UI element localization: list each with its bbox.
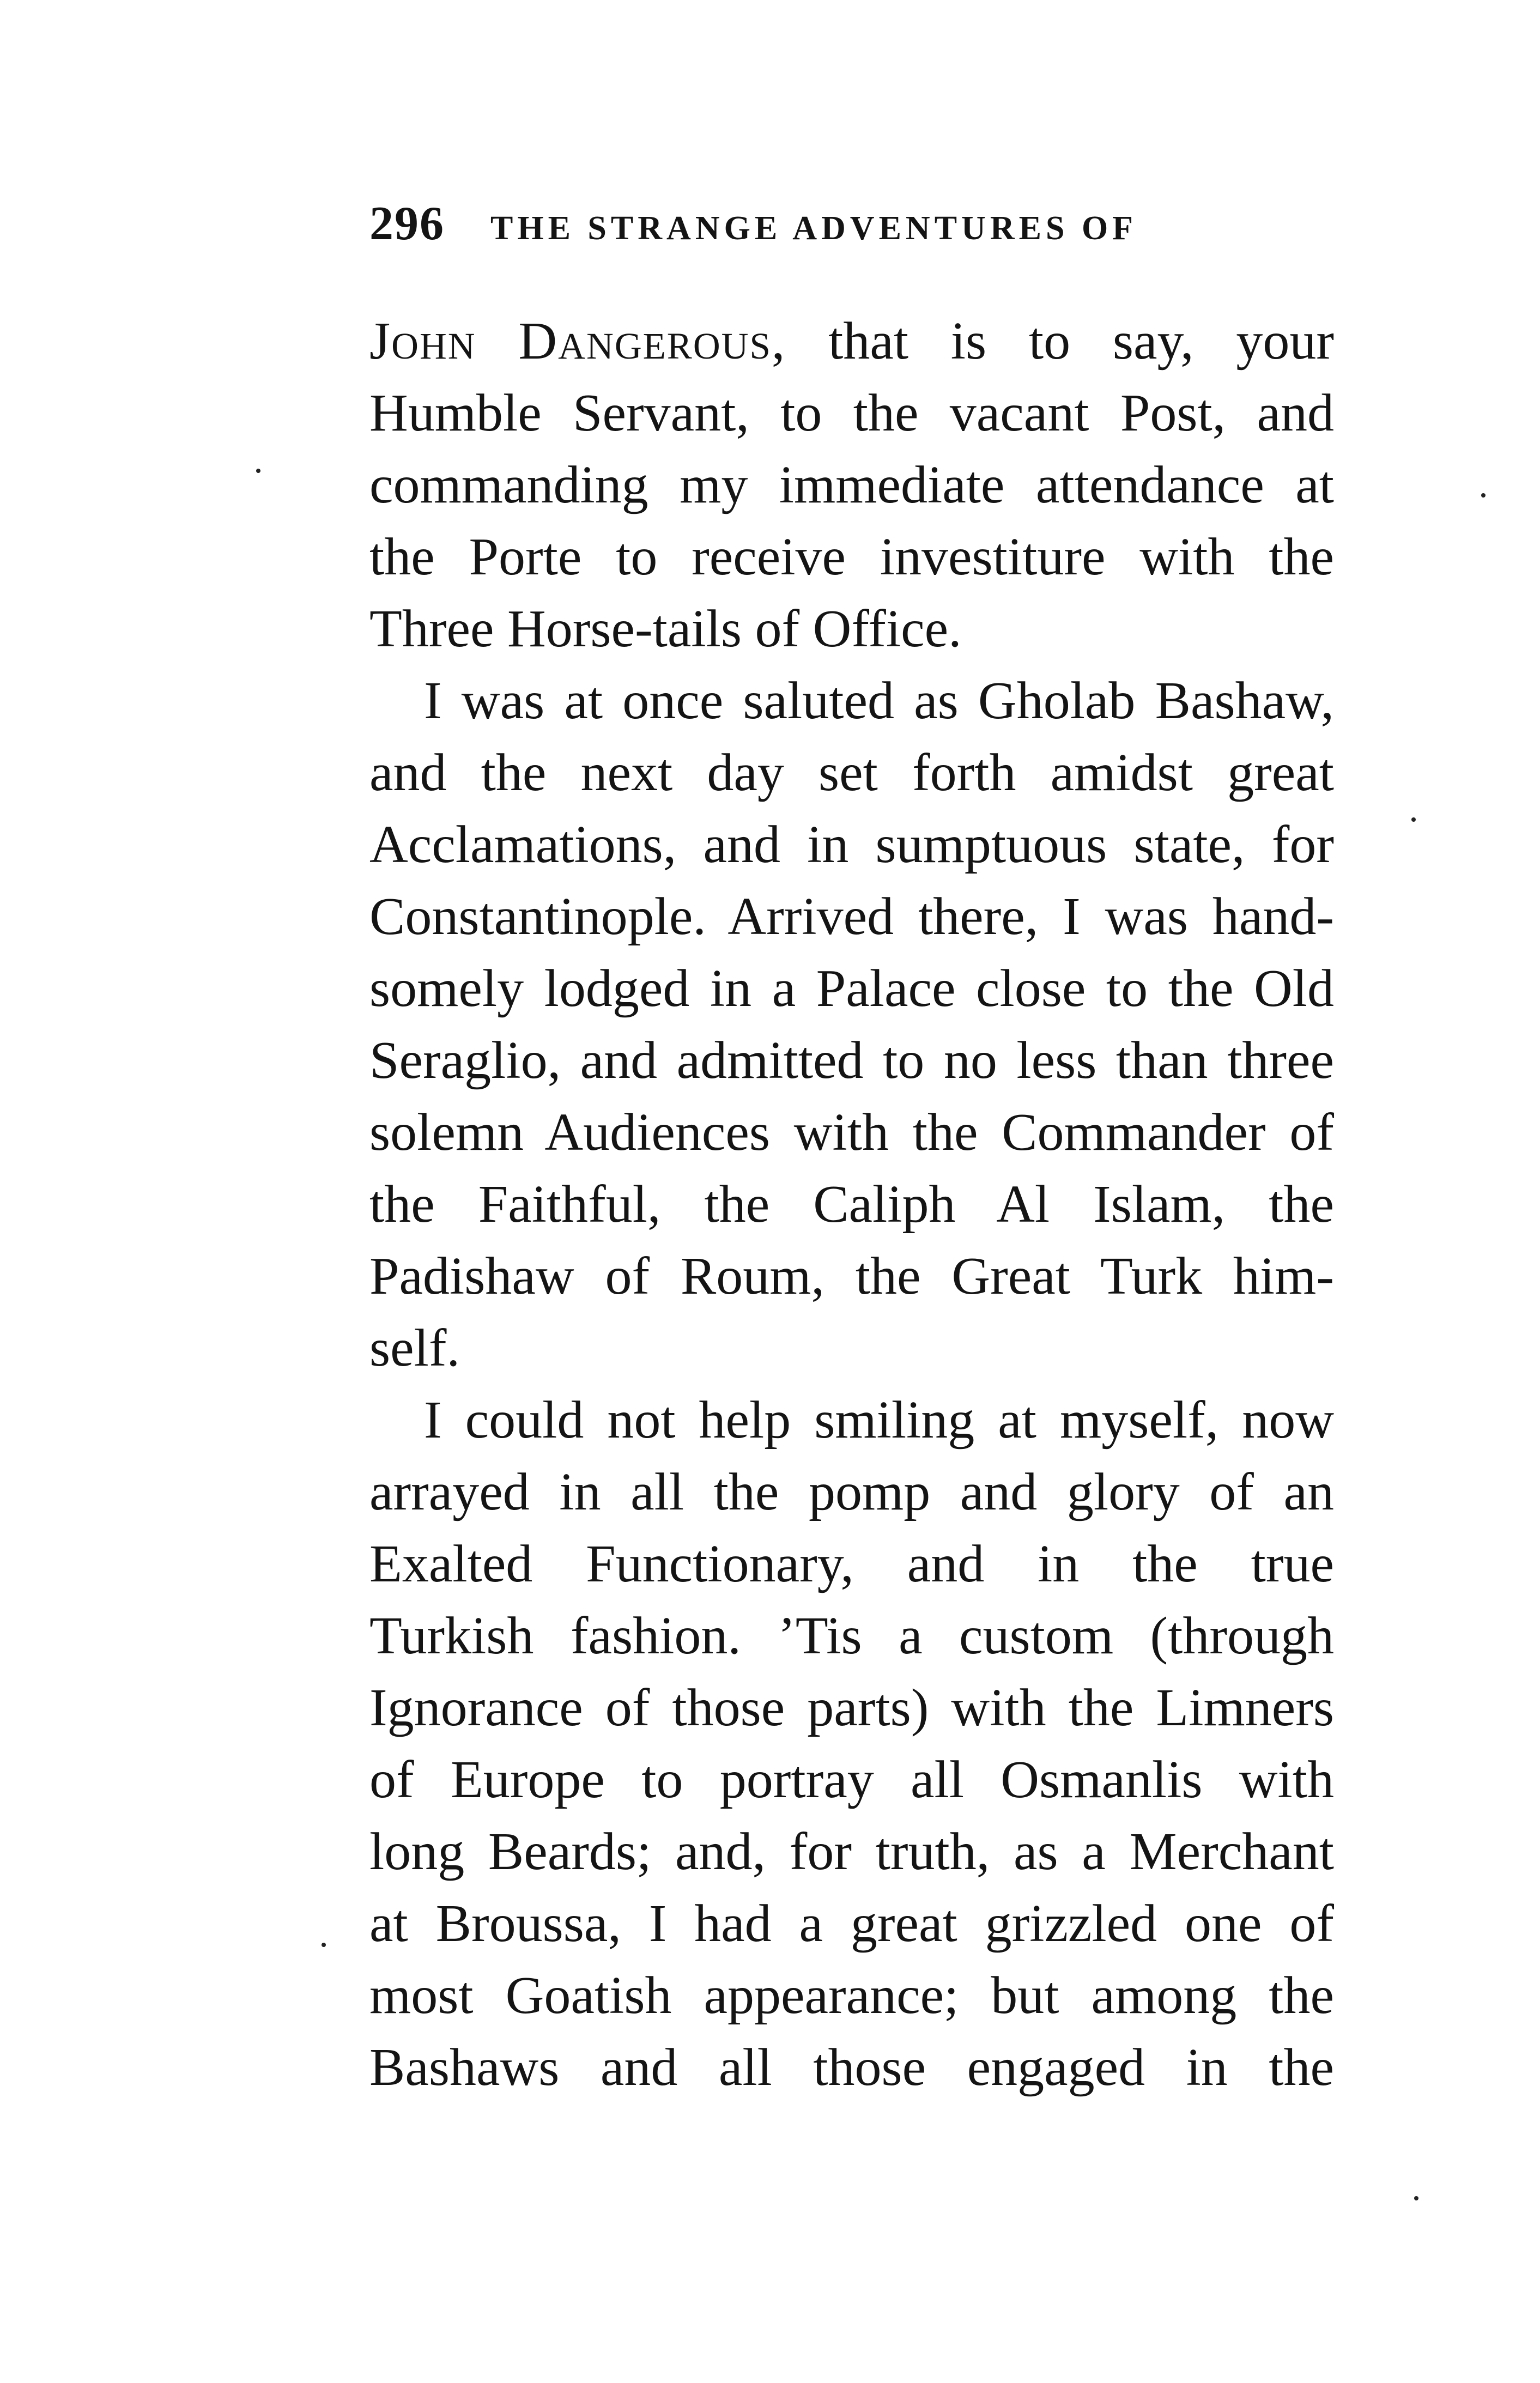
body-text bbox=[369, 305, 1334, 2103]
text-line-21: of Europe to portray all Osmanlis with bbox=[369, 1750, 1334, 1809]
print-speck bbox=[322, 1943, 326, 1947]
running-head-title: THE STRANGE ADVENTURES OF bbox=[490, 210, 1138, 247]
text-line-23: at Broussa, I had a great grizzled one of bbox=[369, 1894, 1334, 1953]
text-line-18: Exalted Functionary, and in the true bbox=[369, 1535, 1334, 1593]
print-speck bbox=[1414, 2196, 1418, 2200]
text-line-24: most Goatish appearance; but among the bbox=[369, 1966, 1334, 2025]
text-line-6: I was at once saluted as Gholab Bashaw, bbox=[424, 671, 1334, 730]
text-line-19: Turkish fashion. ’Tis a custom (through bbox=[369, 1606, 1334, 1665]
text-line-1 bbox=[369, 305, 1334, 377]
text-line-25: Bashaws and all those engaged in the bbox=[369, 2038, 1334, 2097]
text-line-20: Ignorance of those parts) with the Limners bbox=[369, 1678, 1334, 1737]
print-speck bbox=[1411, 817, 1416, 822]
text-line-15: self. bbox=[369, 1319, 460, 1378]
text-line-10: somely lodged in a Palace close to the Old bbox=[369, 959, 1334, 1018]
line-1-rest: that is to say, your bbox=[786, 312, 1335, 371]
text-line-16: I could not help smiling at myself, now bbox=[424, 1391, 1334, 1450]
print-speck bbox=[256, 469, 260, 473]
print-speck bbox=[1481, 493, 1486, 498]
name-last: Dangerous, bbox=[518, 312, 786, 371]
text-line-12: solemn Audiences with the Commander of bbox=[369, 1103, 1334, 1162]
text-line-11: Seraglio, and admitted to no less than three bbox=[369, 1031, 1334, 1090]
text-line-17: arrayed in all the pomp and glory of an bbox=[369, 1463, 1334, 1521]
text-line-3: commanding my immediate attendance at bbox=[369, 456, 1334, 514]
text-line-13: the Faithful, the Caliph Al Islam, the bbox=[369, 1175, 1334, 1234]
name-first: John bbox=[369, 312, 476, 371]
text-line-22: long Beards; and, for truth, as a Merchant bbox=[369, 1822, 1334, 1881]
text-line-14: Padishaw of Roum, the Great Turk him- bbox=[369, 1247, 1334, 1306]
text-line-4: the Porte to receive investiture with the bbox=[369, 527, 1334, 586]
text-line-8: Acclamations, and in sumptuous state, for bbox=[369, 815, 1334, 874]
text-line-5: Three Horse-tails of Office. bbox=[369, 599, 962, 658]
text-line-7: and the next day set forth amidst great bbox=[369, 743, 1334, 802]
page-number: 296 bbox=[369, 197, 445, 250]
text-line-2: Humble Servant, to the vacant Post, and bbox=[369, 384, 1334, 442]
running-head bbox=[369, 196, 1339, 256]
text-line-9: Constantinople. Arrived there, I was hand- bbox=[369, 887, 1334, 946]
